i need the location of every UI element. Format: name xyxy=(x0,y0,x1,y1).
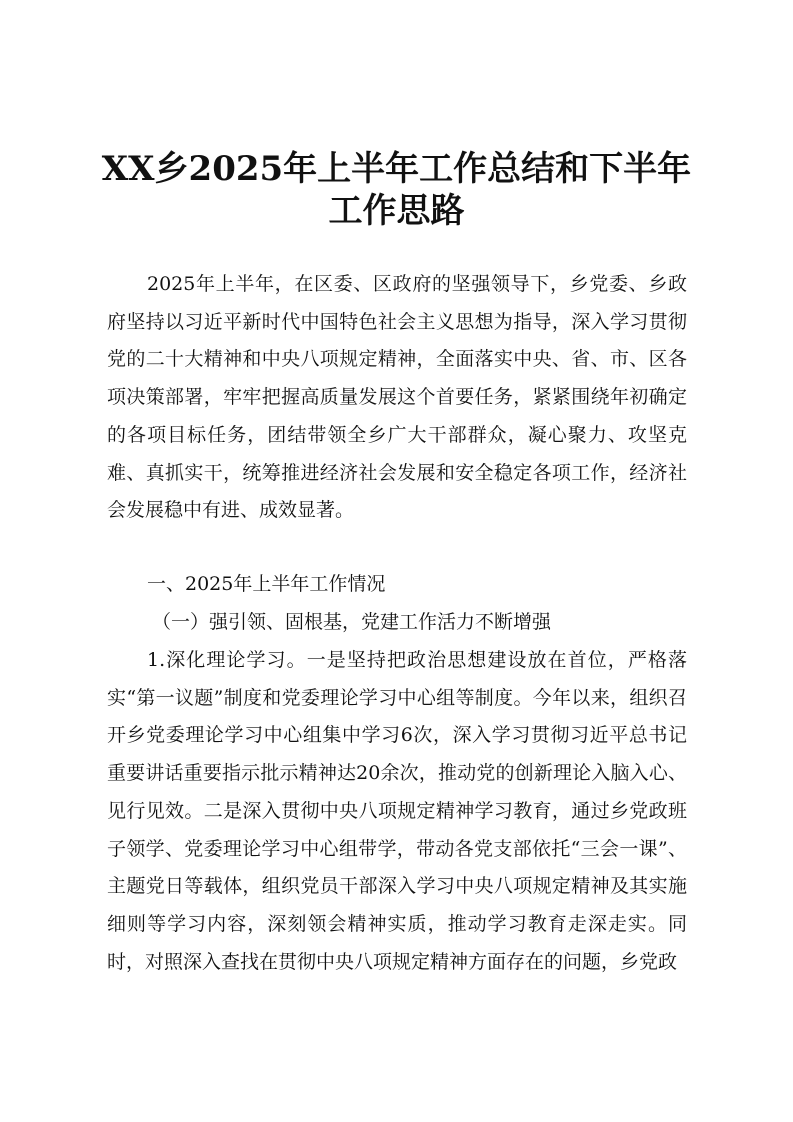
subsection-heading: （一）强引领、固根基，党建工作活力不断增强 xyxy=(152,611,552,633)
intro-paragraph: 2025年上半年，在区委、区政府的坚强领导下，乡党委、乡政府坚持以习近平新时代中国特色社会主义思想为指导，深入学习贯彻党的二十大精神和中央八项规定精神，全面落实中央、省、市、区各项决策部署，牢牢把握高质量发展这个首要任务，紧紧围绕年初确定的各项目标任务，团结带领全乡广大干部群众，凝心聚力、攻坚克难、真抓实干，统筹推进经济社会发展和安全稳定各项工作，经济社会发展稳中有进、成效显著。 xyxy=(107,273,687,522)
document-title-line2: 工作思路 xyxy=(328,191,465,231)
section-heading: 一、2025年上半年工作情况 xyxy=(147,573,386,595)
document-title-line1: XX乡2025年上半年工作总结和下半年 xyxy=(101,149,692,189)
body-paragraph: 1.深化理论学习。一是坚持把政治思想建设放在首位，严格落实“第一议题”制度和党委理论学习中心组等制度。今年以来，组织召开乡党委理论学习中心组集中学习6次，深入学习贯彻习近平总书记重要讲话重要指示批示精神达20余次，推动党的创新理论入脑入心、见行见效。二是深入贯彻中央八项规定精神学习教育，通过乡党政班子领学、党委理论学习中心组带学，带动各党支部依托“三会一课”、主题党日等载体，组织党员干部深入学习中央八项规定精神及其实施细则等学习内容，深刻领会精神实质，推动学习教育走深走实。同时，对照深入查找在贯彻中央八项规定精神方面存在的问题，乡党政 xyxy=(107,649,687,973)
